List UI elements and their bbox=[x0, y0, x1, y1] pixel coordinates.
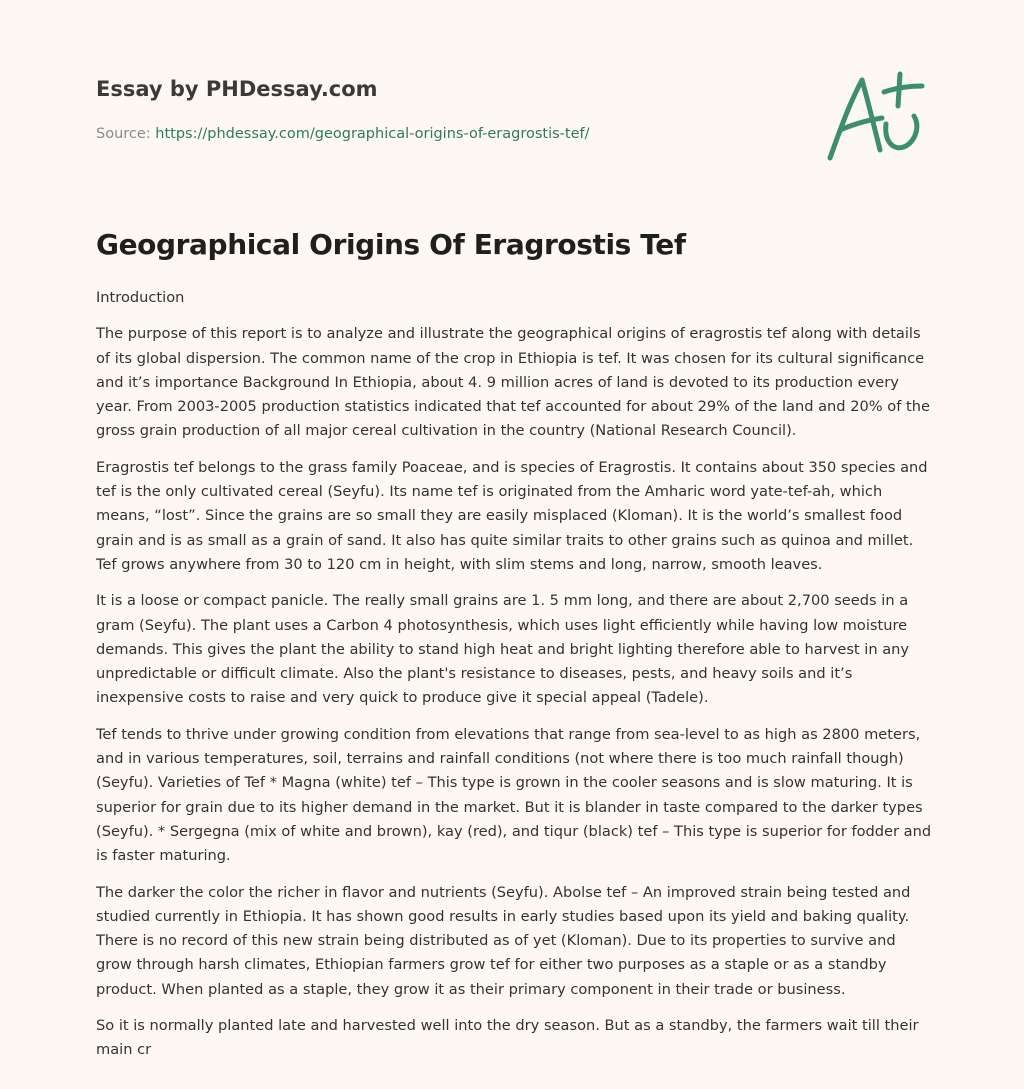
essay-title: Geographical Origins Of Eragrostis Tef bbox=[96, 228, 686, 261]
essay-paragraph: Eragrostis tef belongs to the grass family Poaceae, and is species of Eragrostis. It contains about 350 species and tef is the only cultivated cereal (Seyfu). Its name tef is originated from the Amharic word yate-tef-ah, which means, “lost”. Since the grains are so small they are easily misplaced (Kloman). It is the world’s smallest food grain and is as small as a grain of sand. It also has quite similar traits to other grains such as quinoa and millet. Tef grows anywhere from 30 to 120 cm in height, with slim stems and long, narrow, smooth leaves. bbox=[96, 458, 928, 573]
essay-paragraph: So it is normally planted late and harvested well into the dry season. But as a standby, the farmers wait till their main cr bbox=[96, 1017, 919, 1059]
a-plus-logo-icon bbox=[818, 66, 930, 166]
essay-paragraph: The darker the color the richer in flavor and nutrients (Seyfu). Abolse tef – An improved strain being tested and studied currently in Ethiopia. It has shown good results in early studies based upon its yield and baking quality. There is no record of this new strain being distributed as of yet (Kloman). Due to its properties to survive and grow through harsh climates, Ethiopian farmers grow tef for either two purposes as a staple or as a standby product. When planted as a staple, they grow it as their primary component in their trade or business. bbox=[96, 883, 911, 998]
source-line bbox=[96, 124, 796, 144]
site-brand: Essay by PHDessay.com bbox=[96, 77, 378, 101]
source-link[interactable]: https://phdessay.com/geographical-origins-of-eragrostis-tef/ bbox=[155, 126, 590, 142]
intro-heading: Introduction bbox=[96, 289, 185, 306]
essay-paragraph: It is a loose or compact panicle. The really small grains are 1. 5 mm long, and there are about 2,700 seeds in a gram (Seyfu). The plant uses a Carbon 4 photosynthesis, which uses light efficiently while having low moisture demands. This gives the plant the ability to stand high heat and bright lighting therefore able to harvest in any unpredictable or difficult climate. Also the plant's resistance to diseases, pests, and heavy soils and it’s inexpensive costs to raise and very quick to produce give it special appeal (Tadele). bbox=[96, 592, 910, 707]
essay-paragraph: The purpose of this report is to analyze and illustrate the geographical origins of eragrostis tef along with details of its global dispersion. The common name of the crop in Ethiopia is tef. It was chosen for its cultural significance and it’s importance Background In Ethiopia, about 4. 9 million acres of land is devoted to its production every year. From 2003-2005 production statistics indicated that tef accounted for about 29% of the land and 20% of the gross grain production of all major cereal cultivation in the country (National Research Council). bbox=[96, 325, 930, 440]
essay-body bbox=[96, 286, 932, 1075]
essay-paragraph: Tef tends to thrive under growing condition from elevations that range from sea-level to as high as 2800 meters, and in various temperatures, soil, terrains and rainfall conditions (not where there is too much rainfall though) (Seyfu). Varieties of Tef * Magna (white) tef – This type is grown in the cooler seasons and is slow maturing. It is superior for grain due to its higher demand in the market. But it is blander in taste compared to the darker types (Seyfu). * Sergegna (mix of white and brown), kay (red), and tiqur (black) tef – This type is superior for fodder and is faster maturing. bbox=[96, 725, 932, 865]
source-label: Source: bbox=[96, 126, 151, 142]
essay-header bbox=[96, 74, 796, 144]
